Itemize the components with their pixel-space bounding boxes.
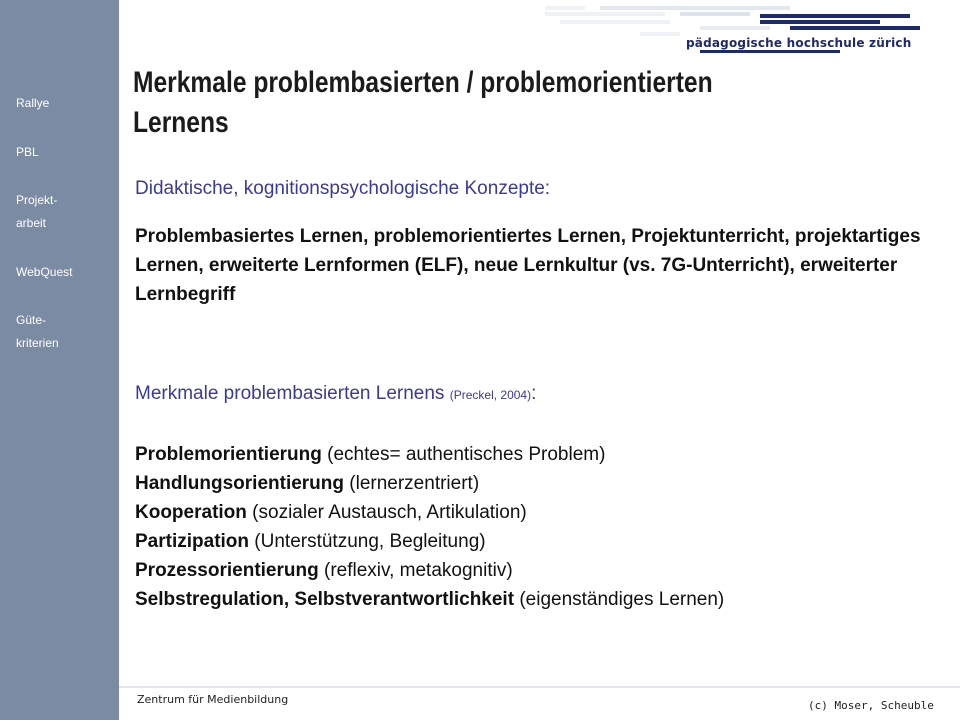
nav-item-label: arbeit: [16, 216, 47, 230]
logo-text: pädagogische hochschule zürich: [686, 36, 912, 50]
logo-stripe: [700, 26, 770, 30]
section-heading-label: Merkmale problembasierten Lernens: [135, 383, 450, 404]
logo-stripe: [680, 12, 750, 16]
section-heading: [135, 383, 536, 405]
logo-stripe: [560, 20, 670, 24]
nav-item-label: Rallye: [16, 96, 50, 110]
feature-term: Kooperation: [135, 502, 247, 523]
feature-item: [135, 556, 724, 585]
feature-term: Partizipation: [135, 531, 250, 552]
nav-item-pbl[interactable]: [16, 141, 39, 164]
nav-item-label: PBL: [16, 145, 39, 159]
nav-item-rallye[interactable]: [16, 92, 49, 115]
feature-desc: (echtes= authentisches Problem): [321, 444, 606, 465]
feature-desc: (eigenständiges Lernen): [514, 589, 725, 610]
feature-term: Selbstregulation, Selbstverantwortlichkeit: [135, 589, 515, 610]
feature-item: [135, 527, 724, 556]
subtitle: Didaktische, kognitionspsychologische Konzepte:: [135, 178, 551, 199]
feature-term: Problemorientierung: [135, 444, 322, 465]
feature-desc: (lernerzentriert): [344, 473, 480, 494]
concepts-text: Problembasiertes Lernen, problemorientiertes Lernen, Projektunterricht, projektartiges Lernen, erweiterte Lernformen (ELF), neue Lernkultur (vs. 7G-Unterricht), erweiterter Lernbegriff: [135, 226, 921, 305]
sidebar: [0, 0, 119, 720]
logo-stripe: [600, 6, 790, 10]
feature-desc: (reflexiv, metakognitiv): [318, 560, 513, 581]
nav-item-label: WebQuest: [16, 265, 73, 279]
footer-org: Zentrum für Medienbildung: [137, 693, 289, 706]
logo-stripe: [545, 12, 665, 16]
nav-item-guetekriterien[interactable]: [16, 309, 59, 355]
logo-stripe: [545, 6, 585, 10]
logo-stripe: [760, 20, 880, 24]
logo-stripe: [790, 26, 920, 30]
nav-item-projektarbeit[interactable]: [16, 189, 57, 235]
feature-desc: (sozialer Austausch, Artikulation): [246, 502, 527, 523]
feature-item: [135, 440, 724, 469]
nav-item-label: Projekt-: [16, 193, 58, 207]
logo-stripe: [640, 32, 680, 36]
feature-item: [135, 469, 724, 498]
nav-item-label: Güte-: [16, 313, 47, 327]
feature-list: [135, 440, 724, 614]
feature-desc: (Unterstützung, Begleitung): [249, 531, 486, 552]
nav-item-label: kriterien: [16, 336, 59, 350]
feature-item: [135, 585, 724, 614]
logo-stripe: [760, 14, 910, 18]
section-heading-colon: :: [531, 383, 537, 404]
nav-item-webquest[interactable]: [16, 261, 72, 284]
citation: (Preckel, 2004): [449, 388, 532, 402]
feature-term: Prozessorientierung: [135, 560, 319, 581]
footer-copyright: (c) Moser, Scheuble: [808, 699, 934, 712]
feature-term: Handlungsorientierung: [135, 473, 344, 494]
feature-item: [135, 498, 724, 527]
page-title: Merkmale problembasierten / problemorientierten Lernens: [133, 66, 713, 139]
logo-stripe: [700, 50, 840, 53]
footer-divider: [119, 686, 960, 688]
